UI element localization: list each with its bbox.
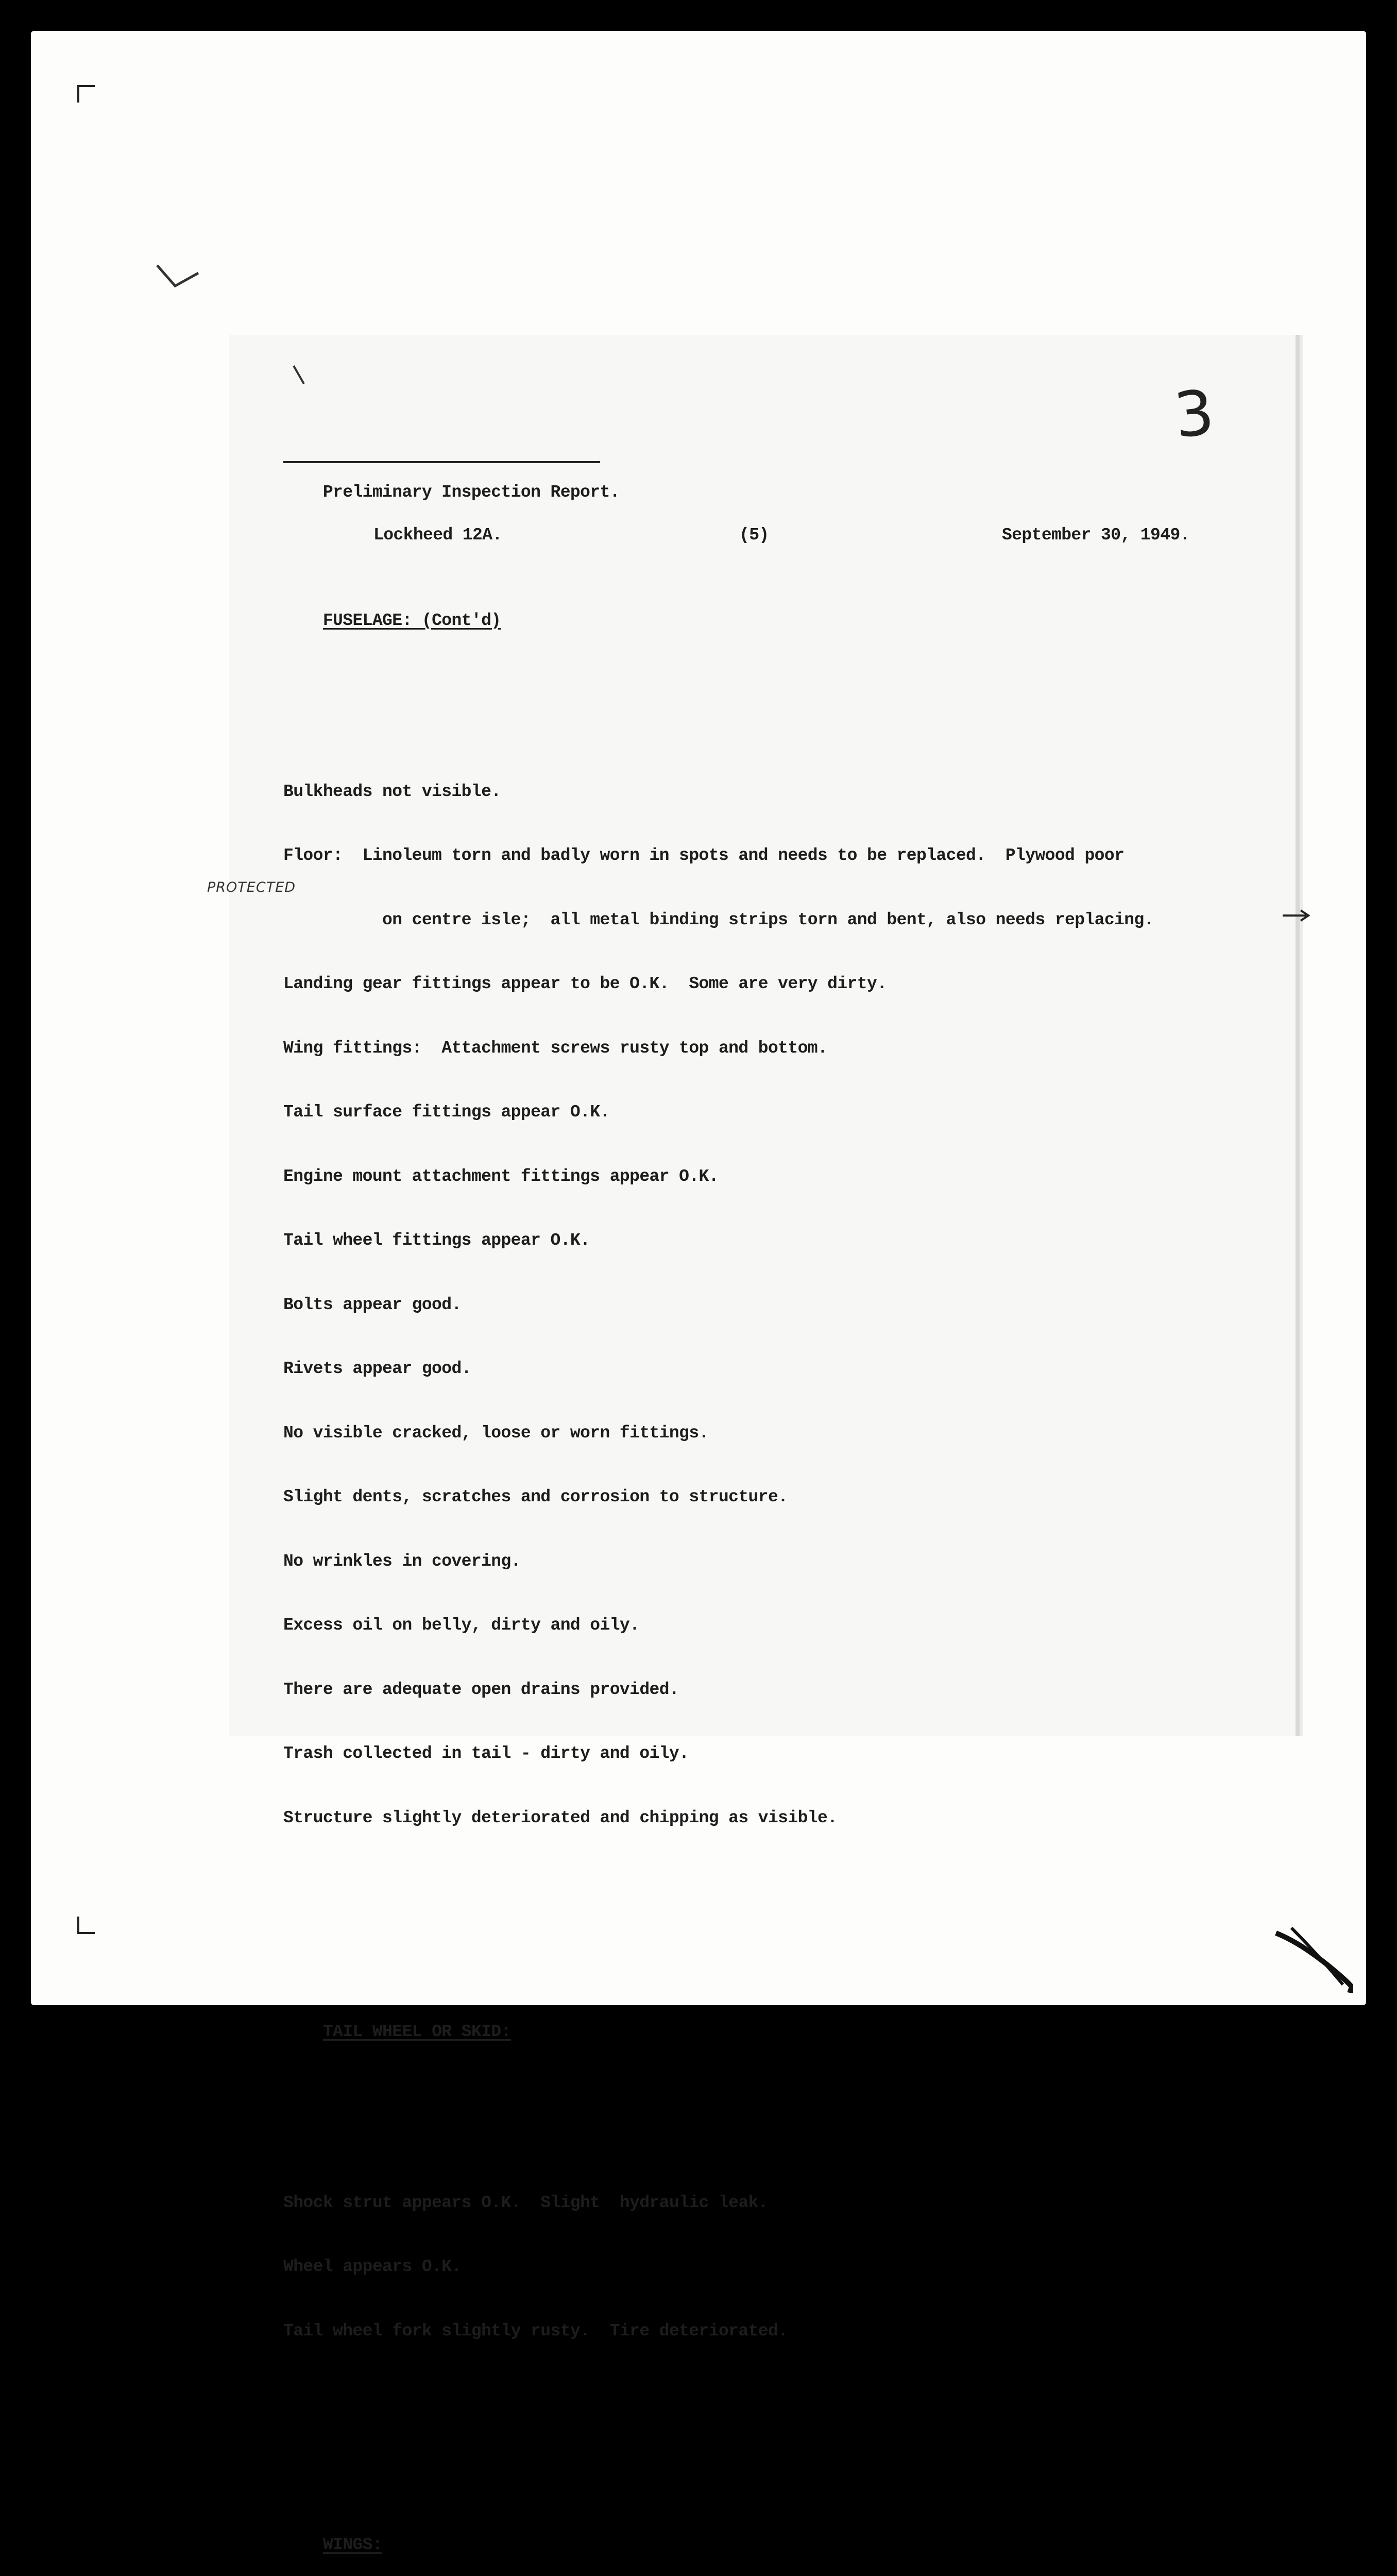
list-item: Rivets appear good. <box>283 1359 471 1378</box>
list-item: Bolts appear good. <box>283 1295 462 1314</box>
list-item: Tail wheel fork slightly rusty. Tire deteriorated. <box>283 2321 788 2341</box>
list-item: Engine mount attachment fittings appear O.K. <box>283 1166 719 1186</box>
section-heading-row <box>283 2513 1288 2554</box>
list-item: Trash collected in tail - dirty and oily. <box>283 1744 689 1763</box>
handwritten-mark <box>155 263 201 294</box>
header-row-1 <box>283 460 1288 502</box>
report-title: Preliminary Inspection Report. <box>322 482 620 502</box>
list-item: Structure slightly deteriorated and chipping as visible. <box>283 1808 838 1827</box>
aircraft-model: Lockheed 12A. <box>373 525 502 545</box>
report-date: September 30, 1949. <box>1002 525 1190 545</box>
frame-corner-mark <box>77 85 95 103</box>
fuselage-lines <box>283 738 1288 1872</box>
list-item: No visible cracked, loose or worn fittings. <box>283 1423 709 1443</box>
list-item: Tail surface fittings appear O.K. <box>283 1103 610 1122</box>
list-item: Shock strut appears O.K. Slight hydraulic leak. <box>283 2193 768 2212</box>
list-item: Wing fittings: Attachment screws rusty top and bottom. <box>283 1038 828 1058</box>
handwritten-page-number: 3 <box>1170 377 1218 452</box>
list-item: Tail wheel fittings appear O.K. <box>283 1231 590 1250</box>
margin-note: PROTECTED <box>207 879 296 895</box>
section-heading-row <box>283 588 1288 630</box>
section-heading-fuselage: FUSELAGE: (Cont'd) <box>322 611 501 630</box>
list-item: No wrinkles in covering. <box>283 1551 521 1571</box>
list-item: Wheel appears O.K. <box>283 2257 462 2276</box>
tail-wheel-lines <box>283 2149 1288 2385</box>
page-edge <box>1296 340 1301 1731</box>
frame-corner-mark <box>77 1917 95 1934</box>
list-item: Bulkheads not visible. <box>283 782 501 801</box>
list-item: Floor: Linoleum torn and badly worn in spots and needs to be replaced. Plywood poor <box>283 846 1125 865</box>
list-item: on centre isle; all metal binding strips torn and bent, also needs replacing. <box>283 910 1154 929</box>
header-row-2 <box>283 524 1288 546</box>
section-heading-wings: WINGS: <box>322 2535 383 2554</box>
film-scratch-mark <box>1271 1923 1353 1995</box>
section-heading-row <box>283 1999 1288 2041</box>
page-number: (5) <box>739 525 769 545</box>
handwritten-tick <box>288 361 319 392</box>
section-heading-tail-wheel: TAIL WHEEL OR SKID: <box>322 2022 511 2041</box>
list-item: Landing gear fittings appear to be O.K. Some are very dirty. <box>283 974 887 993</box>
list-item: There are adequate open drains provided. <box>283 1680 679 1699</box>
list-item: Slight dents, scratches and corrosion to structure. <box>283 1487 788 1506</box>
report-text <box>283 417 1288 2576</box>
list-item: Excess oil on belly, dirty and oily. <box>283 1616 640 1635</box>
